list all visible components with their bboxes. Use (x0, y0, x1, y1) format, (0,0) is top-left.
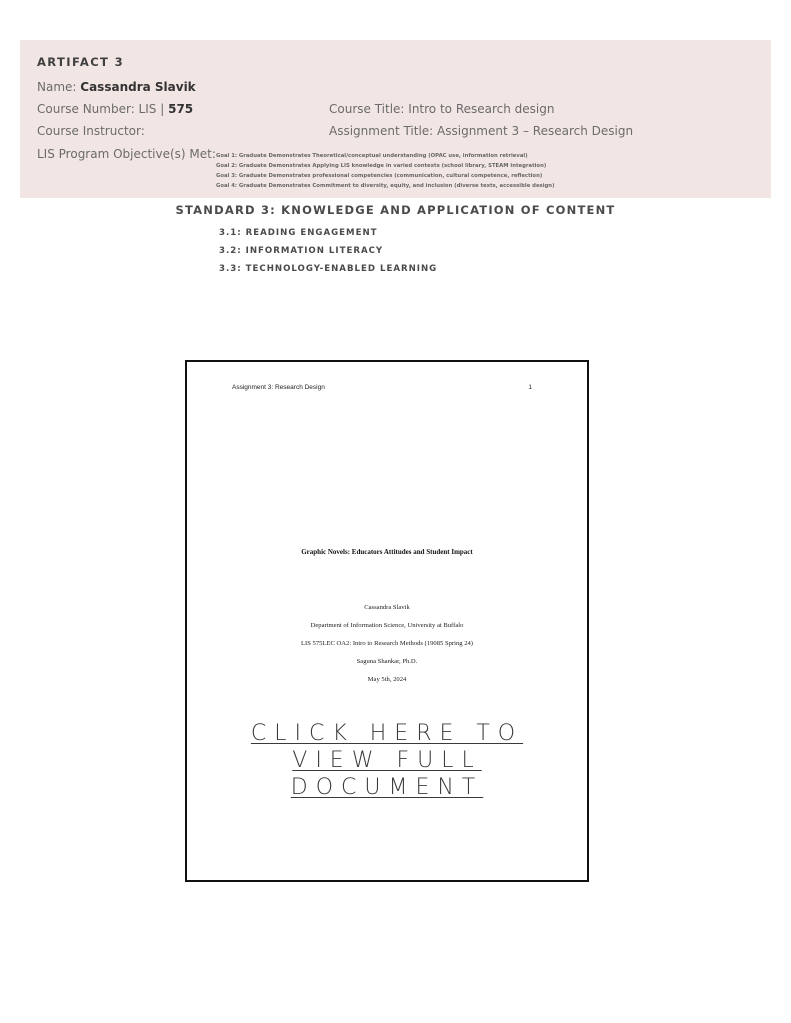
student-name-row (37, 80, 196, 94)
goal-item: Goal 1: Graduate Demonstrates Theoretical/conceptual understanding (OPAC use, information retrieval) (216, 153, 528, 159)
document-title: Graphic Novels: Educators Attitudes and Student Impact (301, 548, 473, 556)
document-running-head: Assignment 3: Research Design (232, 384, 325, 391)
name-label: Name: (37, 80, 77, 94)
document-course: LIS 575LEC OA2: Intro to Research Methods (19085 Spring 24) (301, 640, 473, 647)
goal-item: Goal 4: Graduate Demonstrates Commitment to diversity, equity, and inclusion (diverse texts, accessible design) (216, 183, 555, 189)
assignment-title: Assignment Title: Assignment 3 – Research Design (329, 124, 634, 138)
cta-line: CLICK HERE TO (250, 721, 524, 746)
course-number-row (37, 102, 193, 116)
course-number-label: Course Number: LIS | (37, 102, 165, 116)
goal-item: Goal 2: Graduate Demonstrates Applying LIS knowledge in varied contexts (school library, STEAM integration) (216, 163, 547, 169)
document-preview[interactable] (185, 360, 589, 882)
view-full-document-link[interactable] (187, 720, 587, 801)
document-date: May 5th, 2024 (367, 676, 407, 683)
course-number-value: 575 (168, 102, 194, 116)
objectives-label: LIS Program Objective(s) Met: (37, 147, 216, 161)
document-department: Department of Information Science, University at Buffalo (310, 622, 464, 629)
document-author: Cassandra Slavik (364, 604, 410, 611)
goal-item: Goal 3: Graduate Demonstrates professional competencies (communication, cultural competence, reflection) (216, 173, 543, 179)
document-page-number: 1 (528, 384, 532, 391)
course-instructor-label: Course Instructor: (37, 124, 145, 138)
cta-line: VIEW FULL (292, 748, 482, 773)
course-title: Course Title: Intro to Research design (329, 102, 555, 116)
document-instructor: Saguna Shankar, Ph.D. (356, 658, 418, 665)
standard-item: 3.2: INFORMATION LITERACY (219, 246, 384, 256)
artifact-title: ARTIFACT 3 (37, 55, 125, 69)
goals-list (216, 151, 555, 191)
cta-line: DOCUMENT (290, 775, 484, 800)
standard-item: 3.3: TECHNOLOGY-ENABLED LEARNING (219, 264, 438, 274)
standard-item: 3.1: READING ENGAGEMENT (219, 228, 378, 238)
standard-heading: STANDARD 3: KNOWLEDGE AND APPLICATION OF CONTENT (175, 203, 616, 217)
name-value: Cassandra Slavik (80, 80, 196, 94)
